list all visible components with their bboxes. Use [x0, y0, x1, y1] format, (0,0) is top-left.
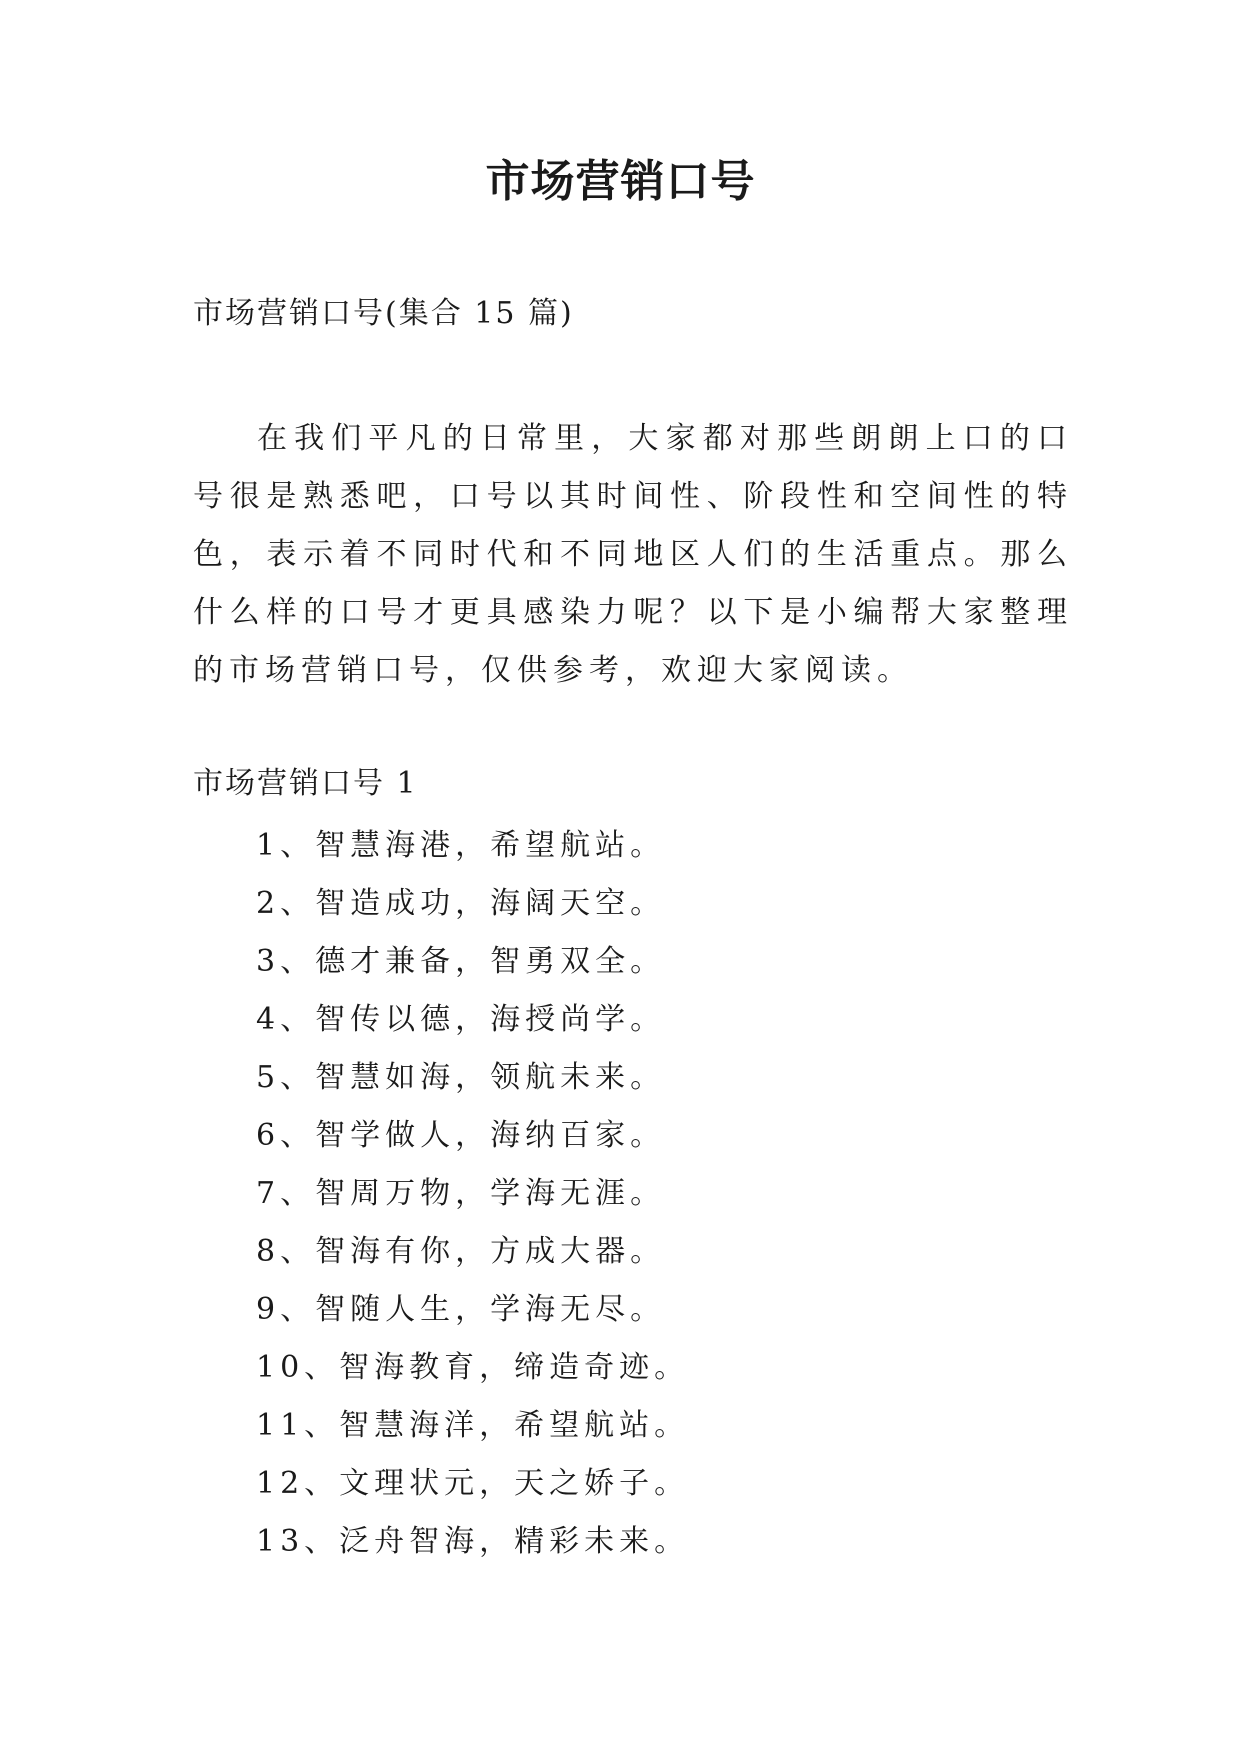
slogan-item: 2、智造成功，海阔天空。: [256, 886, 666, 921]
slogan-list: [256, 826, 689, 1580]
slogan-item: 11、智慧海洋，希望航站。: [256, 1408, 690, 1443]
slogan-item: 6、智学做人，海纳百家。: [256, 1118, 666, 1153]
slogan-item: 4、智传以德，海授尚学。: [256, 1002, 666, 1037]
section-heading: 市场营销口号 1: [193, 766, 418, 801]
intro-paragraph: 在我们平凡的日常里，大家都对那些朗朗上口的口号很是熟悉吧，口号以其时间性、阶段性和空间性的特色，表示着不同时代和不同地区人们的生活重点。那么什么样的口号才更具感染力呢？以下是小编帮大家整理的市场营销口号，仅供参考，欢迎大家阅读。: [193, 421, 1073, 688]
slogan-item: 1、智慧海港，希望航站。: [256, 828, 666, 863]
document-title: 市场营销口号: [485, 156, 756, 207]
slogan-item: 12、文理状元，天之娇子。: [256, 1466, 690, 1501]
slogan-item: 7、智周万物，学海无涯。: [256, 1176, 666, 1211]
slogan-item: 9、智随人生，学海无尽。: [256, 1292, 666, 1327]
slogan-item: 3、德才兼备，智勇双全。: [256, 944, 666, 979]
document-subtitle: 市场营销口号(集合 15 篇): [193, 296, 574, 331]
slogan-item: 5、智慧如海，领航未来。: [256, 1060, 666, 1095]
slogan-item: 13、泛舟智海，精彩未来。: [256, 1524, 690, 1559]
slogan-item: 8、智海有你，方成大器。: [256, 1234, 666, 1269]
slogan-item: 10、智海教育，缔造奇迹。: [256, 1350, 690, 1385]
